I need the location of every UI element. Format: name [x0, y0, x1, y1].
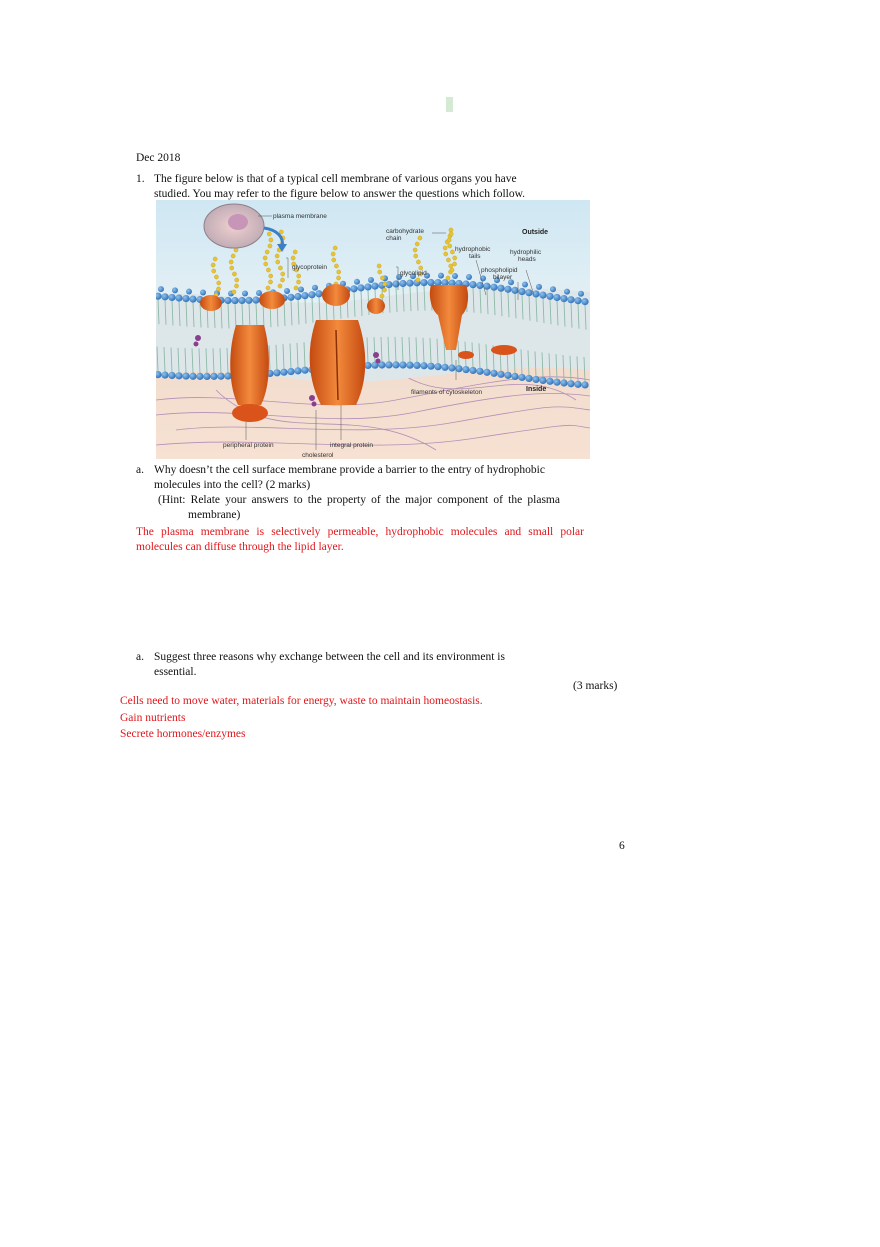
carbohydrate-unit [446, 276, 450, 280]
phospholipid-head-outer [574, 297, 581, 304]
phospholipid-head-inner [168, 372, 175, 379]
phospholipid-head-outer [315, 290, 322, 297]
phospholipid-head-inner [399, 361, 406, 368]
phospholipid-head-inner [364, 362, 371, 369]
phospholipid-head-inner [287, 368, 294, 375]
page-number: 6 [619, 840, 625, 852]
carbohydrate-unit [217, 281, 221, 285]
phospholipid-head-inner [434, 363, 441, 370]
carbohydrate-unit [264, 262, 268, 266]
carbohydrate-unit [276, 260, 280, 264]
phospholipid-head-outer [525, 289, 532, 296]
phospholipid-head-outer [161, 293, 168, 300]
carbohydrate-unit [278, 266, 282, 270]
carbohydrate-unit [443, 246, 447, 250]
phospholipid-head-outer [469, 281, 476, 288]
phospholipid-head-inner [539, 377, 546, 384]
label-outside: Outside [522, 229, 549, 236]
phospholipid-head-outer [245, 297, 252, 304]
carbohydrate-unit [269, 274, 273, 278]
carbohydrate-unit [418, 236, 422, 240]
phospholipid-head-outer [483, 283, 490, 290]
phospholipid-head-outer [294, 293, 301, 300]
label-hydrophobic-tails-2: tails [469, 253, 481, 260]
carbohydrate-unit [211, 263, 215, 267]
phospholipid-head-inner [581, 381, 588, 388]
label-integral-protein: integral protein [330, 442, 373, 449]
carbohydrate-unit [269, 238, 273, 242]
phospholipid-head-back [438, 273, 444, 279]
phospholipid-head-back [522, 282, 528, 288]
carbohydrate-unit [450, 268, 454, 272]
phospholipid-head-inner [518, 374, 525, 381]
phospholipid-head-outer [252, 296, 259, 303]
phospholipid-head-outer [560, 295, 567, 302]
phospholipid-head-inner [553, 379, 560, 386]
carbohydrate-unit [449, 232, 453, 236]
carbohydrate-unit [266, 286, 270, 290]
carbohydrate-unit [230, 266, 234, 270]
label-inside: Inside [526, 386, 547, 393]
carbohydrate-unit [234, 248, 238, 252]
carbohydrate-unit [334, 264, 338, 268]
label-phospholipid-bilayer-2: bilayer [493, 274, 513, 281]
part-a1-hint-line-2: membrane) [188, 509, 241, 521]
phospholipid-head-outer [224, 297, 231, 304]
carbohydrate-unit [337, 270, 341, 274]
carbohydrate-unit [293, 250, 297, 254]
part-a1-hint-line-1: (Hint: Relate your answers to the property of the major component of the plasma [158, 494, 560, 506]
carbohydrate-unit [449, 264, 453, 268]
phospholipid-head-outer [231, 297, 238, 304]
phospholipid-head-back [200, 289, 206, 295]
cell-membrane-illustration [156, 200, 590, 459]
phospholipid-head-inner [427, 363, 434, 370]
phospholipid-head-inner [392, 361, 399, 368]
phospholipid-head-inner [497, 371, 504, 378]
phospholipid-head-outer [350, 285, 357, 292]
carbohydrate-unit [214, 275, 218, 279]
carbohydrate-unit [449, 228, 453, 232]
part-a1-answer-line-2: molecules can diffuse through the lipid layer. [136, 541, 344, 553]
carbohydrate-unit [415, 242, 419, 246]
carbohydrate-unit [213, 257, 217, 261]
label-phospholipid-bilayer-1: phospholipid [481, 267, 518, 274]
carbohydrate-unit [281, 272, 285, 276]
phospholipid-head-back [536, 284, 542, 290]
phospholipid-head-inner [189, 373, 196, 380]
phospholipid-head-inner [567, 380, 574, 387]
label-cholesterol: cholesterol [302, 452, 334, 459]
carbohydrate-unit [380, 276, 384, 280]
label-carbohydrate-chain-1: carbohydrate [386, 228, 424, 235]
phospholipid-head-outer [553, 294, 560, 301]
date-heading: Dec 2018 [136, 152, 181, 164]
phospholipid-head-inner [406, 362, 413, 369]
phospholipid-head-back [578, 291, 584, 297]
phospholipid-head-back [186, 289, 192, 295]
carbohydrate-unit [235, 278, 239, 282]
label-hydrophilic-heads-2: heads [518, 256, 536, 263]
carbohydrate-unit [265, 250, 269, 254]
part-a1-question-line-1: Why doesn’t the cell surface membrane provide a barrier to the entry of hydrophobic [154, 464, 545, 476]
phospholipid-head-inner [574, 381, 581, 388]
carbohydrate-unit [453, 256, 457, 260]
carbohydrate-unit [416, 260, 420, 264]
label-hydrophilic-heads-1: hydrophilic [510, 249, 542, 256]
phospholipid-head-inner [546, 378, 553, 385]
phospholipid-head-inner [483, 369, 490, 376]
phospholipid-head-back [354, 279, 360, 285]
phospholipid-head-inner [420, 362, 427, 369]
carbohydrate-unit [291, 256, 295, 260]
scan-mark [446, 97, 453, 112]
phospholipid-head-inner [385, 361, 392, 368]
phospholipid-head-inner [413, 362, 420, 369]
phospholipid-head-back [550, 286, 556, 292]
phospholipid-head-outer [364, 283, 371, 290]
phospholipid-head-back [158, 286, 164, 292]
phospholipid-head-inner [210, 373, 217, 380]
phospholipid-head-inner [294, 367, 301, 374]
part-a2-question-line-2: essential. [154, 666, 197, 678]
carbohydrate-unit [268, 280, 272, 284]
phospholipid-head-inner [511, 373, 518, 380]
phospholipid-head-inner [161, 371, 168, 378]
label-hydrophobic-tails-1: hydrophobic [455, 246, 491, 253]
phospholipid-head-inner [224, 372, 231, 379]
phospholipid-head-outer [539, 292, 546, 299]
phospholipid-head-outer [406, 279, 413, 286]
carbohydrate-unit [416, 278, 420, 282]
carbohydrate-unit [234, 284, 238, 288]
phospholipid-head-outer [518, 288, 525, 295]
label-glycolipid: glycolipid [400, 270, 427, 277]
carbohydrate-unit [263, 256, 267, 260]
carbohydrate-unit [275, 254, 279, 258]
carbohydrate-unit [413, 248, 417, 252]
phospholipid-head-outer [497, 285, 504, 292]
phospholipid-head-back [298, 287, 304, 293]
phospholipid-head-outer [392, 280, 399, 287]
carbohydrate-unit [448, 244, 452, 248]
part-a1-question-line-2: molecules into the cell? (2 marks) [154, 479, 311, 491]
phospholipid-head-back [368, 277, 374, 283]
carbohydrate-unit [294, 286, 298, 290]
phospholipid-head-outer [399, 280, 406, 287]
carbohydrate-unit [297, 274, 301, 278]
carbohydrate-unit [232, 290, 236, 294]
carbohydrate-unit [333, 246, 337, 250]
phospholipid-head-back [466, 274, 472, 280]
carbohydrate-unit [414, 254, 418, 258]
carbohydrate-unit [266, 268, 270, 272]
phospholipid-head-inner [462, 366, 469, 373]
carbohydrate-unit [229, 260, 233, 264]
carbohydrate-unit [380, 294, 384, 298]
phospholipid-head-outer [420, 279, 427, 286]
phospholipid-head-inner [476, 368, 483, 375]
phospholipid-head-back [564, 289, 570, 295]
carbohydrate-unit [267, 232, 271, 236]
carbohydrate-unit [231, 254, 235, 258]
phospholipid-head-back [452, 273, 458, 279]
part-a1-answer-line-1: The plasma membrane is selectively permeable, hydrophobic molecules and small polar [136, 526, 584, 538]
phospholipid-head-inner [560, 379, 567, 386]
answer-item-2: Gain nutrients [120, 712, 186, 724]
carbohydrate-unit [444, 252, 448, 256]
phospholipid-head-inner [525, 375, 532, 382]
carbohydrate-unit [452, 262, 456, 266]
phospholipid-head-outer [175, 294, 182, 301]
phospholipid-head-inner [280, 369, 287, 376]
carbohydrate-unit [296, 280, 300, 284]
phospholipid-head-inner [448, 364, 455, 371]
phospholipid-head-inner [217, 373, 224, 380]
phospholipid-head-outer [490, 284, 497, 291]
phospholipid-head-back [284, 288, 290, 294]
phospholipid-head-outer [357, 284, 364, 291]
label-filaments: filaments of cytoskeleton [411, 389, 483, 396]
phospholipid-head-back [172, 287, 178, 293]
phospholipid-head-outer [581, 298, 588, 305]
carbohydrate-unit [383, 282, 387, 286]
carbohydrate-unit [446, 258, 450, 262]
part-a1-letter: a. [136, 464, 144, 476]
carbohydrate-unit [278, 284, 282, 288]
phospholipid-head-inner [532, 376, 539, 383]
phospholipid-head-back [312, 285, 318, 291]
part-a2-letter: a. [136, 651, 144, 663]
answer-item-1: Cells need to move water, materials for energy, waste to maintain homeostasis. [120, 695, 483, 707]
phospholipid-head-inner [504, 372, 511, 379]
phospholipid-head-outer [301, 292, 308, 299]
answer-item-3: Secrete hormones/enzymes [120, 728, 246, 740]
phospholipid-head-inner [175, 372, 182, 379]
phospholipid-head-inner [203, 373, 210, 380]
phospholipid-head-outer [504, 286, 511, 293]
carbohydrate-unit [447, 238, 451, 242]
carbohydrate-unit [378, 270, 382, 274]
phospholipid-head-inner [455, 365, 462, 372]
part-a2-question-line-1: Suggest three reasons why exchange between the cell and its environment is [154, 651, 505, 663]
phospholipid-head-outer [238, 297, 245, 304]
phospholipid-head-inner [273, 369, 280, 376]
carbohydrate-unit [216, 287, 220, 291]
label-peripheral-protein: peripheral protein [223, 442, 274, 449]
phospholipid-head-back [242, 290, 248, 296]
phospholipid-head-outer [287, 294, 294, 301]
phospholipid-head-inner [182, 372, 189, 379]
phospholipid-head-outer [546, 293, 553, 300]
phospholipid-head-outer [189, 295, 196, 302]
carbohydrate-unit [450, 250, 454, 254]
carbohydrate-unit [331, 252, 335, 256]
phospholipid-head-inner [469, 367, 476, 374]
phospholipid-head-outer [511, 287, 518, 294]
question-intro-line-2: studied. You may refer to the figure below to answer the questions which follow. [154, 188, 526, 200]
carbohydrate-unit [212, 269, 216, 273]
question-number: 1. [136, 173, 145, 185]
phospholipid-head-outer [371, 283, 378, 290]
phospholipid-head-inner [441, 364, 448, 371]
label-glycoprotein: glycoprotein [292, 264, 328, 271]
carbohydrate-unit [377, 264, 381, 268]
phospholipid-head-inner [301, 367, 308, 374]
phospholipid-head-inner [196, 373, 203, 380]
phospholipid-head-outer [168, 294, 175, 301]
label-plasma-membrane: plasma membrane [273, 213, 327, 220]
carbohydrate-unit [382, 288, 386, 292]
carbohydrate-unit [332, 258, 336, 262]
phospholipid-head-inner [490, 370, 497, 377]
label-carbohydrate-chain-2: chain [386, 235, 402, 242]
question-intro-line-1: The figure below is that of a typical cell membrane of various organs you have [154, 173, 517, 185]
cell-membrane-figure [156, 200, 590, 459]
carbohydrate-unit [336, 276, 340, 280]
phospholipid-head-outer [567, 296, 574, 303]
part-a2-marks: (3 marks) [573, 680, 618, 692]
phospholipid-head-outer [182, 295, 189, 302]
carbohydrate-unit [268, 244, 272, 248]
phospholipid-head-outer [308, 291, 315, 298]
carbohydrate-unit [232, 272, 236, 276]
carbohydrate-unit [280, 278, 284, 282]
